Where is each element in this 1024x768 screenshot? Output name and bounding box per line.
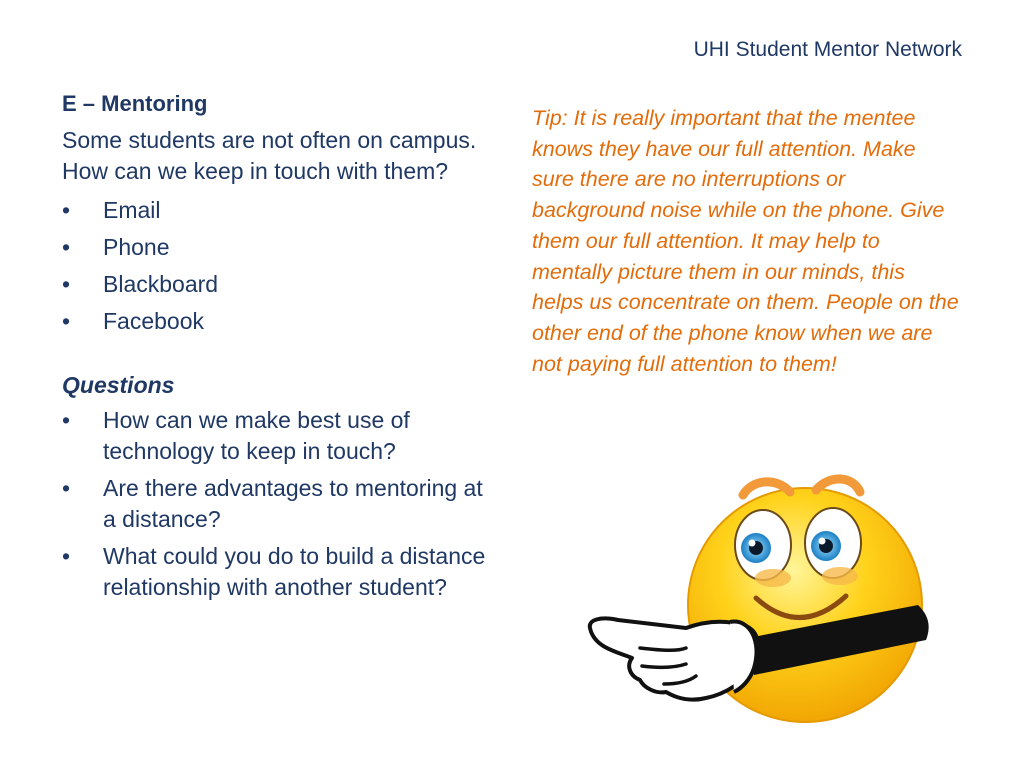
question-text: Are there advantages to mentoring at a distance? (103, 475, 483, 532)
channel-label: Phone (103, 234, 170, 260)
channel-label: Blackboard (103, 271, 219, 297)
list-item (62, 306, 492, 337)
list-item (62, 195, 492, 226)
left-column (62, 88, 492, 609)
list-item (62, 269, 492, 300)
list-item (62, 541, 492, 603)
list-item (62, 473, 492, 535)
question-text: What could you do to build a distance relationship with another student? (103, 543, 486, 600)
tip-text: Tip: It is really important that the mentee knows they have our full attention. Make sure there are no interruptions or background noise while on the phone. Give them our full attention. It may help to mentally picture them in our minds, this helps us concentrate on them. People on the other end of the phone know when we are not paying full attention to them! (532, 106, 959, 376)
spacer (62, 343, 492, 370)
questions-title: Questions (62, 372, 175, 398)
channel-list (62, 195, 492, 337)
header-title: UHI Student Mentor Network (693, 38, 962, 61)
question-text: How can we make best use of technology to keep in touch? (103, 407, 410, 464)
bullet-icon: • (62, 308, 71, 334)
channel-label: Facebook (103, 308, 205, 334)
questions-list (62, 405, 492, 603)
bullet-icon: • (62, 475, 71, 501)
bullet-icon: • (62, 234, 71, 260)
bullet-icon: • (62, 407, 71, 433)
bullet-icon: • (62, 271, 71, 297)
channel-label: Email (103, 197, 161, 223)
list-item (62, 405, 492, 467)
list-item (62, 232, 492, 263)
bullet-icon: • (62, 197, 71, 223)
intro-text: Some students are not often on campus. How can we keep in touch with them? (62, 127, 477, 184)
pointing-smiley-icon (578, 470, 958, 735)
section-title: E – Mentoring (62, 91, 208, 116)
bullet-icon: • (62, 543, 71, 569)
